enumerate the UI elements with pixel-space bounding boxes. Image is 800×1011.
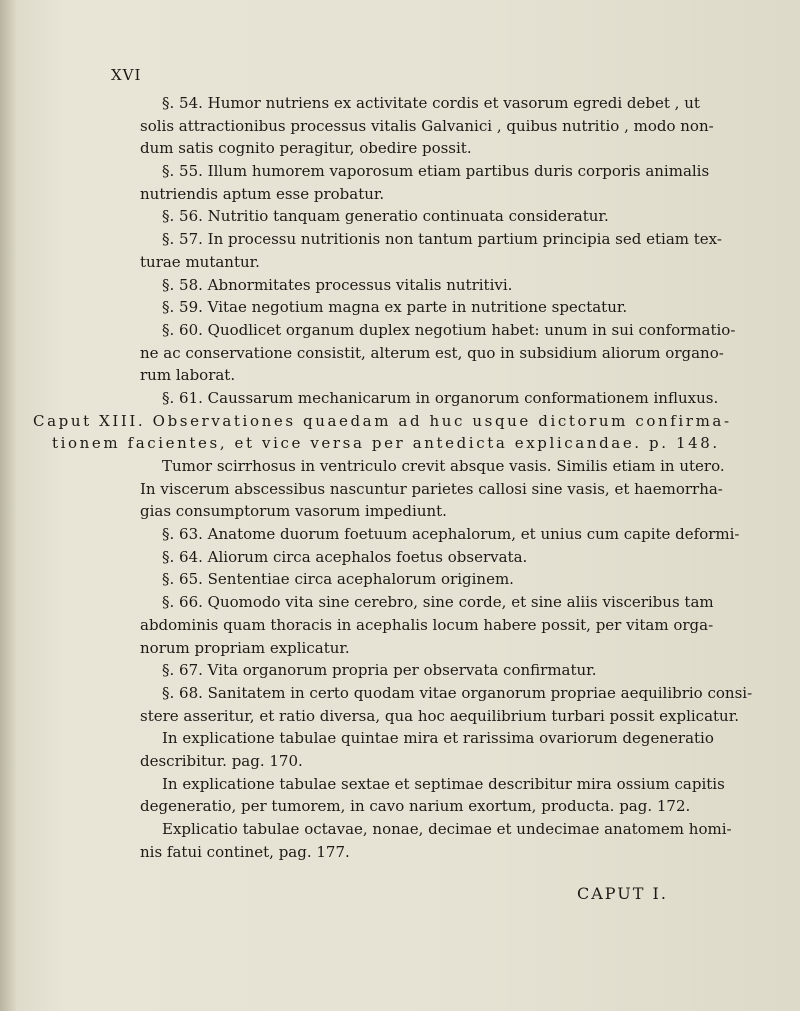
catchword: CAPUT I. [577,884,668,903]
text-line: solis attractionibus processus vitalis Galvanici , quibus nutritio , modo non- [140,116,714,135]
text-line: §. 66. Quomodo vita sine cerebro, sine corde, et sine aliis visceribus tam [162,593,714,612]
text-line: In explicatione tabulae sextae et septimae describitur mira ossium capitis [162,774,725,793]
text-line: degeneratio, per tumorem, in cavo narium exortum, producta. pag. 172. [140,797,691,816]
page-gutter [0,0,16,1011]
text-line: In explicatione tabulae quintae mira et rarissima ovariorum degeneratio [162,729,714,748]
text-line: §. 56. Nutritio tanquam generatio continuata consideratur. [162,207,609,226]
text-line: stere asseritur, et ratio diversa, qua hoc aequilibrium turbari possit explicatur. [140,706,740,725]
text-line: abdominis quam thoracis in acephalis locum habere possit, per vitam orga- [140,615,714,634]
text-line: §. 63. Anatome duorum foetuum acephalorum, et unius cum capite deformi- [162,525,740,544]
text-line: nis fatui continet, pag. 177. [140,842,350,861]
text-line: §. 59. Vitae negotium magna ex parte in nutritione spectatur. [162,298,628,317]
text-line: §. 65. Sententiae circa acephalorum originem. [162,570,514,589]
text-line: gias consumptorum vasorum impediunt. [140,502,447,521]
text-line: §. 60. Quodlicet organum duplex negotium habet: unum in sui conformatio- [162,320,736,339]
index-text [33,92,790,863]
text-line: §. 54. Humor nutriens ex activitate cordis et vasorum egredi debet , ut [162,94,700,112]
text-line: ne ac conservatione consistit, alterum est, quo in subsidium aliorum organo- [140,343,724,362]
text-line: §. 61. Caussarum mechanicarum in organorum conformationem influxus. [162,388,719,407]
text-line: Explicatio tabulae octavae, nonae, decimae et undecimae anatomem homi- [162,820,732,838]
page-number: XVI [111,66,142,84]
text-line: §. 58. Abnormitates processus vitalis nutritivi. [162,275,513,294]
text-line: turae mutantur. [140,252,260,271]
text-line: norum propriam explicatur. [140,638,350,657]
text-line: rum laborat. [140,366,236,385]
text-line: dum satis cognito peragitur, obedire possit. [140,139,472,158]
text-line: nutriendis aptum esse probatur. [140,184,385,203]
text-line: §. 64. Aliorum circa acephalos foetus observata. [162,547,528,566]
text-line: §. 57. In processu nutritionis non tantum partium principia sed etiam tex- [162,230,722,249]
text-line: Tumor scirrhosus in ventriculo crevit absque vasis. Similis etiam in utero. [162,457,725,475]
text-line: tionem facientes, et vice versa per antedicta explicandae. p. 148. [52,434,720,453]
text-line: §. 67. Vita organorum propria per observata confirmatur. [162,661,597,680]
text-line: Caput XIII. Observationes quaedam ad huc usque dictorum confirma- [33,411,732,430]
text-line: In viscerum abscessibus nascuntur parietes callosi sine vasis, et haemorrha- [140,479,723,498]
text-line: §. 68. Sanitatem in certo quodam vitae organorum propriae aequilibrio consi- [162,683,753,702]
text-line: §. 55. Illum humorem vaporosum etiam partibus duris corporis animalis [162,162,710,181]
text-line: describitur. pag. 170. [140,751,303,770]
